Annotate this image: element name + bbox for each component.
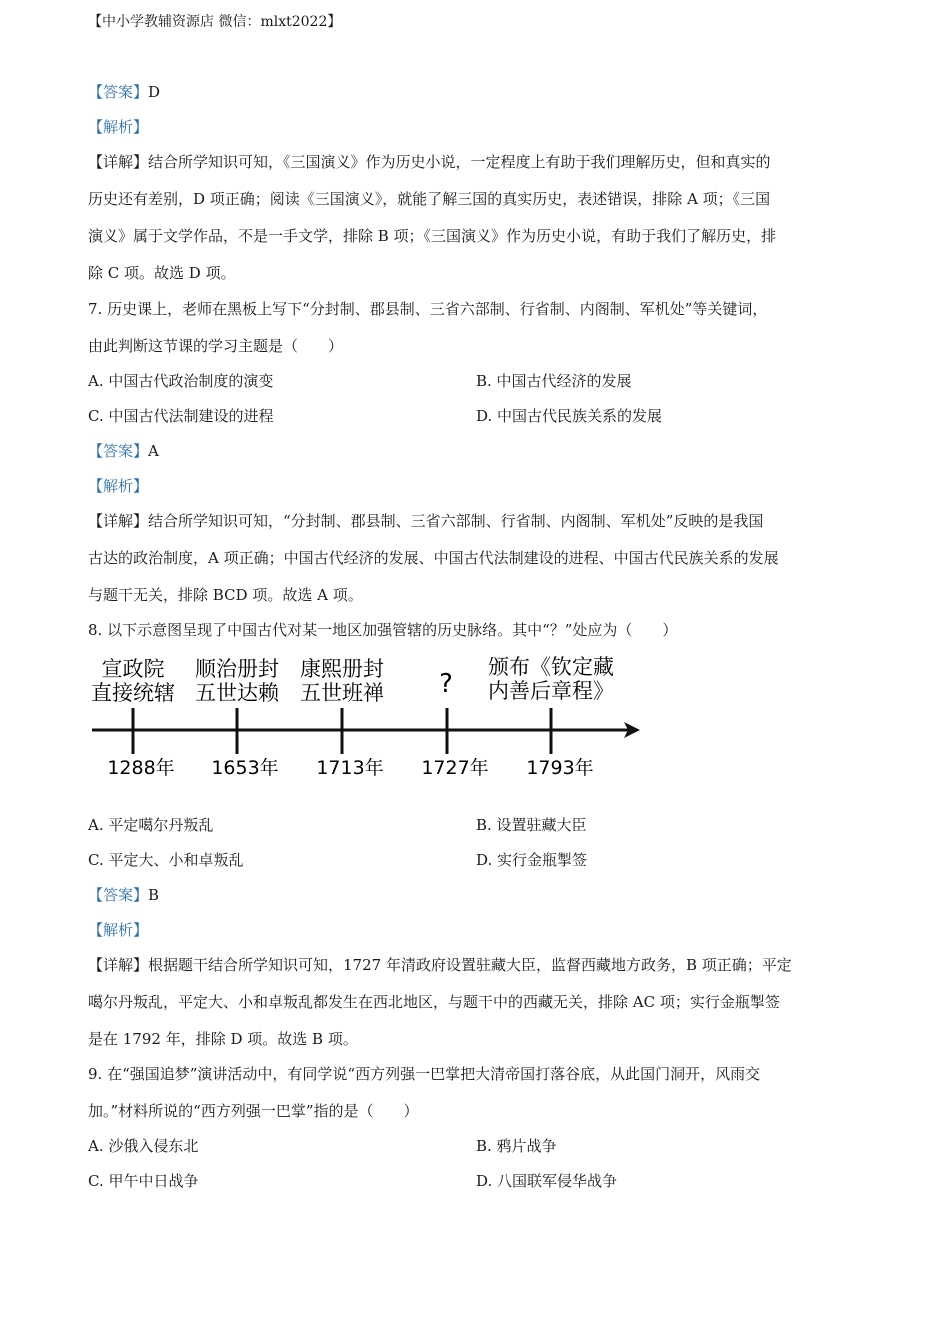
detail-tag: 【详解】 xyxy=(88,512,149,530)
q8-option-d: D. 实行金瓶掣签 xyxy=(476,851,588,869)
q6-detail-line-1 xyxy=(88,152,860,172)
q6-detail-line-3: 演义》属于文学作品，不是一手文学，排除 B 项；《三国演义》作为历史小说，有助于我们了解历史，排 xyxy=(88,227,777,245)
event-year: 1793年 xyxy=(526,757,594,779)
event-year: 1653年 xyxy=(211,757,279,779)
analysis-tag: 【解析】 xyxy=(88,921,149,939)
q7-option-a: A. 中国古代政治制度的演变 xyxy=(88,372,274,390)
q7-answer xyxy=(88,441,860,461)
q7-option-c: C. 中国古代法制建设的进程 xyxy=(88,407,274,425)
q8-stem: 8. 以下示意图呈现了中国古代对某一地区加强管辖的历史脉络。其中“？”处应为（ ） xyxy=(88,621,678,639)
q7-analysis-heading xyxy=(88,476,860,496)
answer-tag: 【答案】 xyxy=(88,886,149,904)
q7-stem-line-2: 由此判断这节课的学习主题是（ ） xyxy=(88,337,344,355)
event-label: 宣政院 xyxy=(101,657,165,681)
answer-value: D xyxy=(148,83,161,101)
q8-detail-line-1 xyxy=(88,955,860,975)
q8-option-c: C. 平定大、小和卓叛乱 xyxy=(88,851,244,869)
analysis-tag: 【解析】 xyxy=(88,118,149,136)
event-year: 1288年 xyxy=(107,757,175,779)
q9-option-c: C. 甲午中日战争 xyxy=(88,1172,199,1190)
q9-stem-line-1: 9. 在“强国追梦”演讲活动中，有同学说“西方列强一巴掌把大清帝国打落谷底，从此国门洞开，风雨交 xyxy=(88,1065,761,1083)
answer-value: B xyxy=(148,886,160,904)
q8-timeline-diagram xyxy=(88,650,648,790)
detail-text: 根据题干结合所学知识可知，1727 年清政府设置驻藏大臣，监督西藏地方政务，B 项正确；平定 xyxy=(148,956,792,974)
event-year: 1713年 xyxy=(316,757,384,779)
answer-tag: 【答案】 xyxy=(88,442,149,460)
answer-value: A xyxy=(148,442,159,460)
q9-option-d: D. 八国联军侵华战争 xyxy=(476,1172,618,1190)
q8-analysis-heading xyxy=(88,920,860,940)
q7-option-d: D. 中国古代民族关系的发展 xyxy=(476,407,663,425)
event-label: 直接统辖 xyxy=(91,681,175,705)
event-question-mark: ? xyxy=(439,669,453,699)
detail-tag: 【详解】 xyxy=(88,956,149,974)
q8-answer xyxy=(88,885,860,905)
detail-tag: 【详解】 xyxy=(88,153,149,171)
analysis-tag: 【解析】 xyxy=(88,477,149,495)
q7-detail-line-3: 与题干无关，排除 BCD 项。故选 A 项。 xyxy=(88,586,363,604)
q6-answer xyxy=(88,82,860,102)
q8-detail-line-3: 是在 1792 年，排除 D 项。故选 B 项。 xyxy=(88,1030,358,1048)
q6-detail-line-2: 历史还有差别，D 项正确；阅读《三国演义》，就能了解三国的真实历史，表述错误，排除 A 项；《三国 xyxy=(88,190,771,208)
q9-stem-line-2: 加。”材料所说的“西方列强一巴掌”指的是（ ） xyxy=(88,1102,419,1120)
q8-option-a: A. 平定噶尔丹叛乱 xyxy=(88,816,214,834)
q6-detail-line-4: 除 C 项。故选 D 项。 xyxy=(88,264,236,282)
event-label: 内善后章程》 xyxy=(488,679,614,703)
event-label: 五世班禅 xyxy=(300,681,384,705)
page-header: 【中小学教辅资源店 微信：mlxt2022】 xyxy=(88,14,342,30)
q6-analysis-heading xyxy=(88,117,860,137)
q7-detail-line-1 xyxy=(88,511,860,531)
event-label: 康熙册封 xyxy=(300,657,384,681)
q7-option-b: B. 中国古代经济的发展 xyxy=(476,372,632,390)
q7-stem-line-1: 7. 历史课上，老师在黑板上写下“分封制、郡县制、三省六部制、行省制、内阁制、军机处”等关键词， xyxy=(88,300,768,318)
q8-detail-line-2: 噶尔丹叛乱，平定大、小和卓叛乱都发生在西北地区，与题干中的西藏无关，排除 AC 项；实行金瓶掣签 xyxy=(88,993,780,1011)
event-label: 顺治册封 xyxy=(195,657,279,681)
q9-option-b: B. 鸦片战争 xyxy=(476,1137,557,1155)
q7-detail-line-2: 古达的政治制度，A 项正确；中国古代经济的发展、中国古代法制建设的进程、中国古代民族关系的发展 xyxy=(88,549,779,567)
event-year: 1727年 xyxy=(421,757,489,779)
detail-text: 结合所学知识可知，《三国演义》作为历史小说，一定程度上有助于我们理解历史，但和真实的 xyxy=(148,153,771,171)
event-label: 五世达赖 xyxy=(195,681,279,705)
detail-text: 结合所学知识可知，“分封制、郡县制、三省六部制、行省制、内阁制、军机处”反映的是我国 xyxy=(148,512,764,530)
answer-tag: 【答案】 xyxy=(88,83,149,101)
event-label: 颁布《钦定藏 xyxy=(488,655,614,679)
q8-option-b: B. 设置驻藏大臣 xyxy=(476,816,587,834)
q9-option-a: A. 沙俄入侵东北 xyxy=(88,1137,199,1155)
